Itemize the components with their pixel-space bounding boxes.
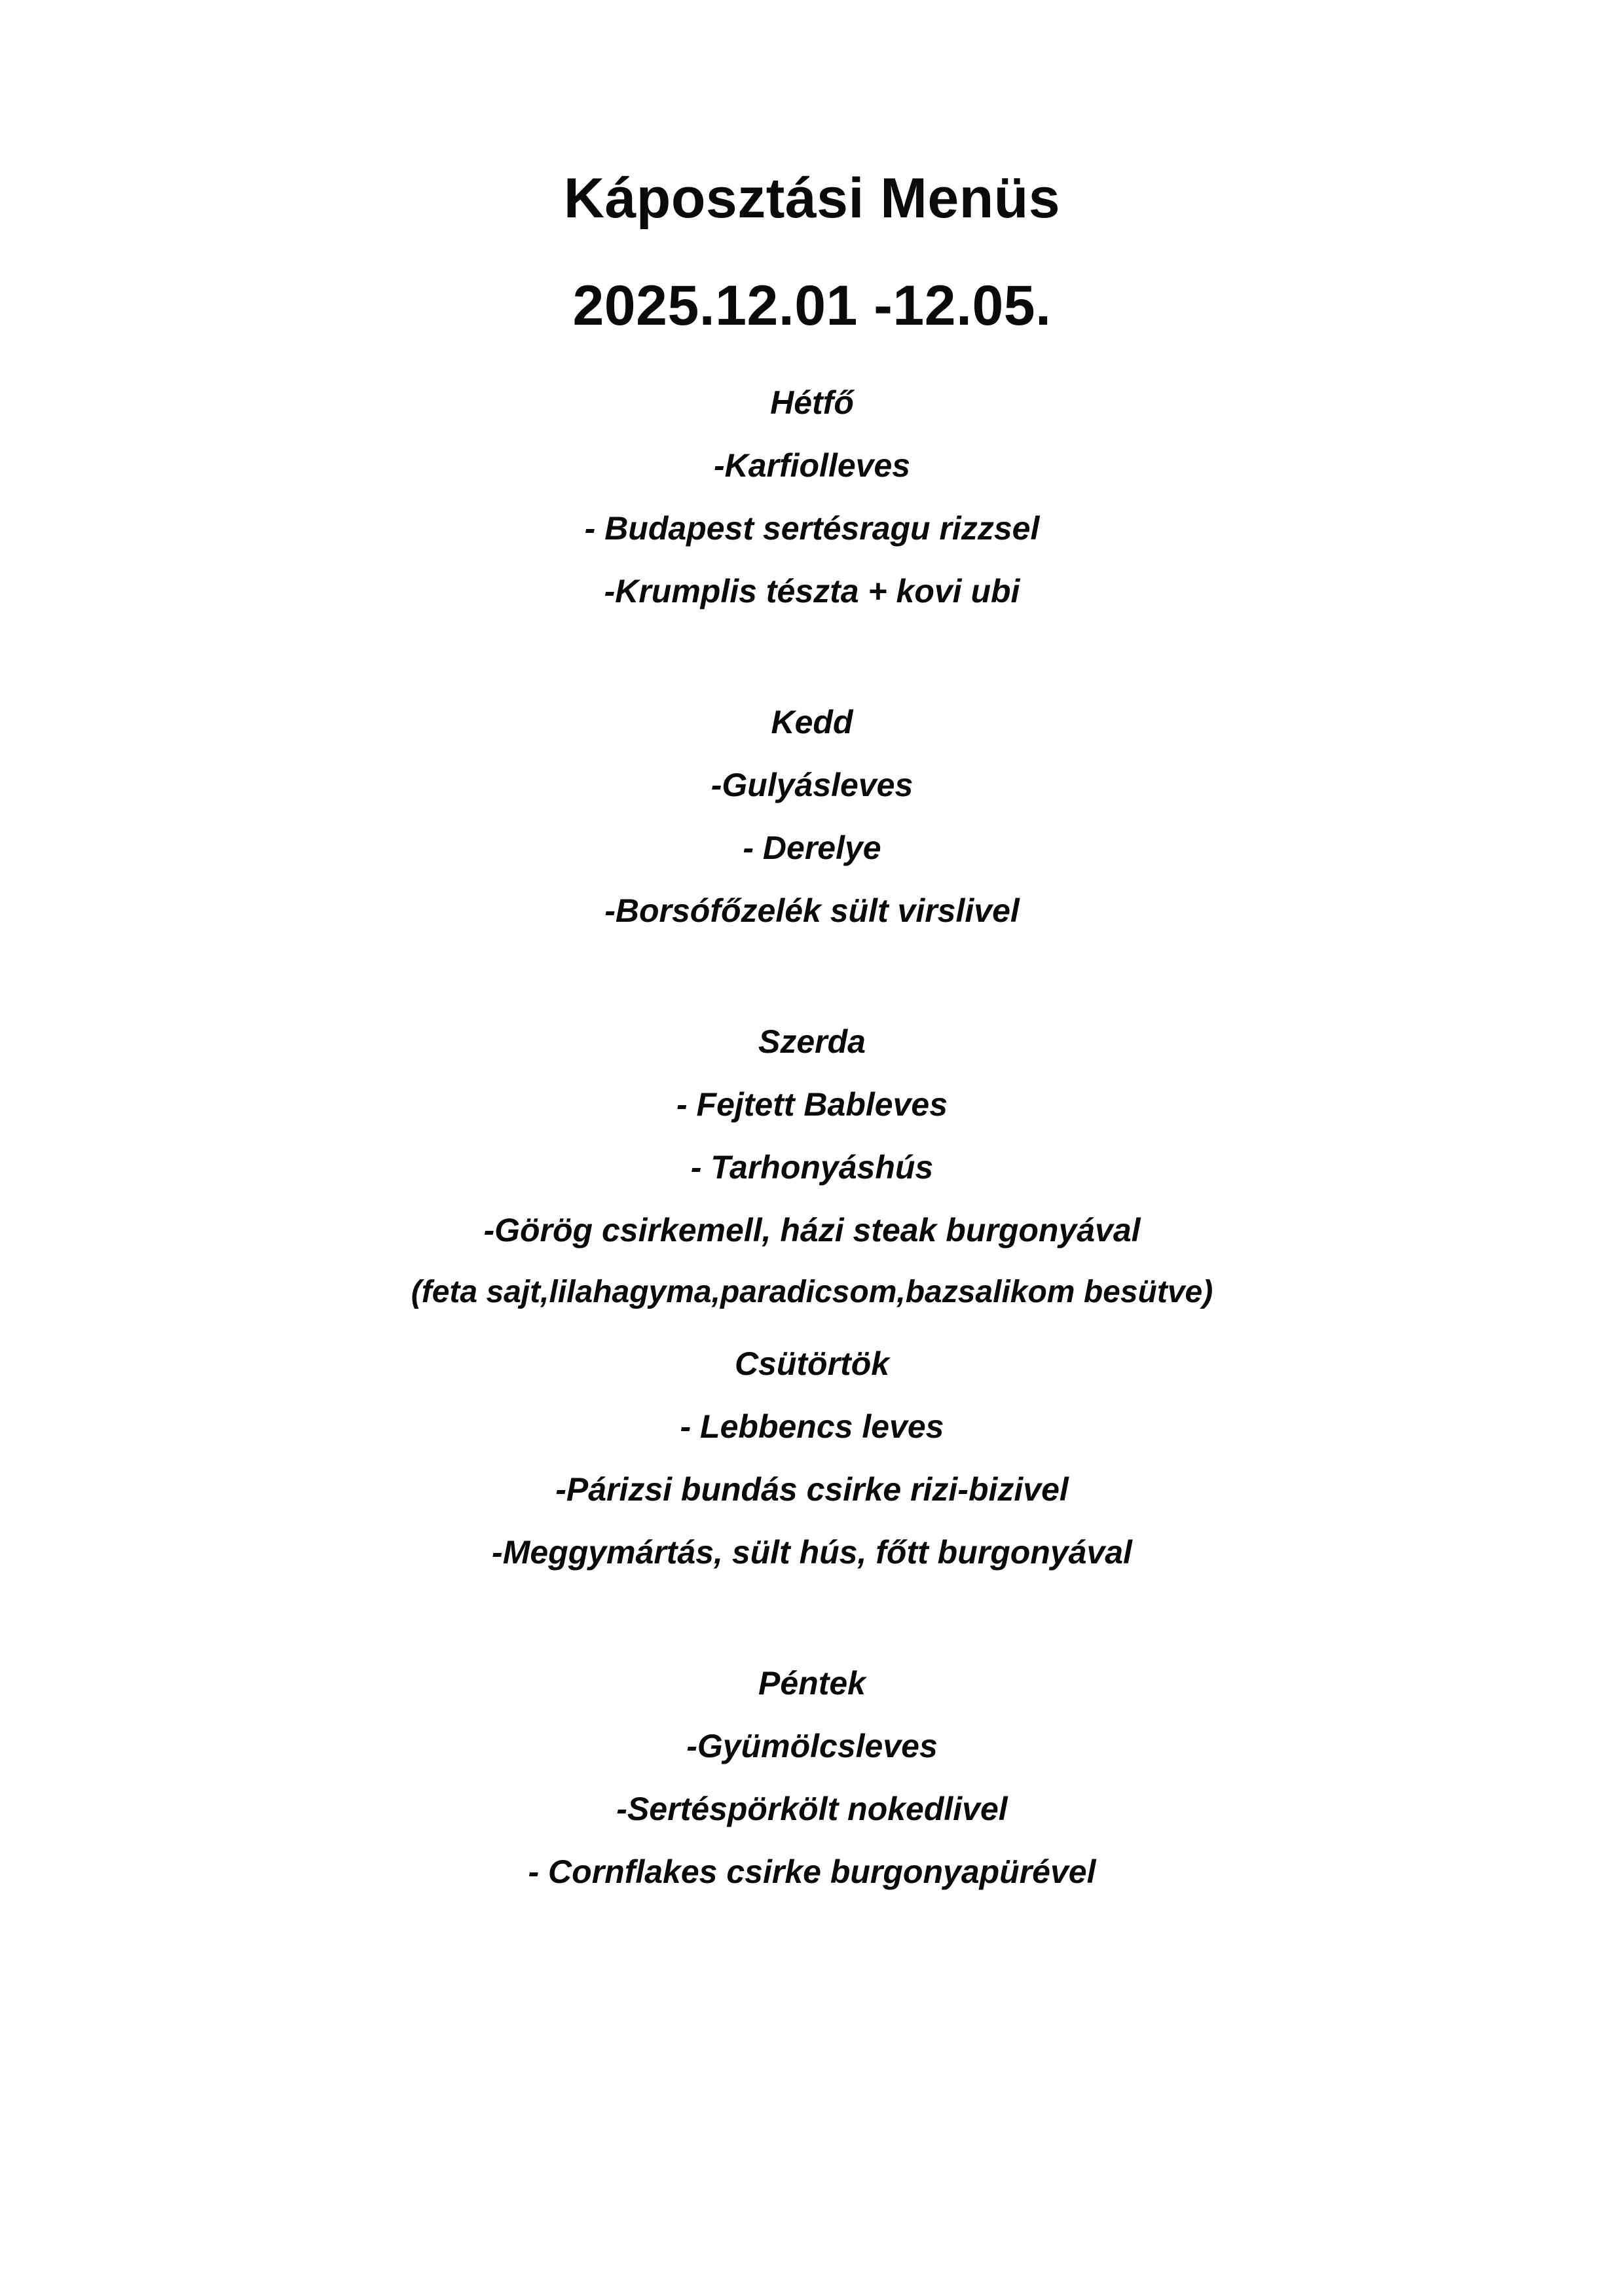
menu-item: -Karfiolleves xyxy=(713,447,911,484)
menu-item: -Gyümölcsleves xyxy=(686,1728,938,1764)
day-block-friday xyxy=(0,1667,1624,1918)
menu-item: -Sertéspörkölt nokedlivel xyxy=(616,1791,1008,1827)
day-block-wednesday xyxy=(0,1025,1624,1338)
day-block-monday xyxy=(0,386,1624,638)
menu-item: - Lebbencs leves xyxy=(680,1408,944,1445)
day-name: Kedd xyxy=(771,704,853,740)
title-block xyxy=(0,0,1624,337)
day-spacer xyxy=(0,638,1624,706)
menu-item: - Derelye xyxy=(743,829,881,866)
menu-item: - Cornflakes csirke burgonyapürével xyxy=(528,1853,1096,1890)
menu-item: -Gulyásleves xyxy=(710,767,913,803)
day-name: Péntek xyxy=(758,1665,866,1702)
menu-item: -Párizsi bundás csirke rizi-bizivel xyxy=(555,1471,1069,1508)
day-list xyxy=(0,334,1624,1918)
menu-item: -Görög csirkemell, házi steak burgonyával xyxy=(483,1212,1141,1248)
menu-item: -Krumplis tészta + kovi ubi xyxy=(604,573,1020,610)
day-name: Szerda xyxy=(758,1023,866,1060)
menu-item-note: (feta sajt,lilahagyma,paradicsom,bazsalikom besütve) xyxy=(411,1275,1213,1309)
day-name: Csütörtök xyxy=(734,1345,890,1382)
menu-item: - Budapest sertésragu rizzsel xyxy=(584,510,1040,547)
menu-item: -Borsófőzelék sült virslivel xyxy=(604,892,1020,929)
menu-item: -Meggymártás, sült hús, főtt burgonyával xyxy=(492,1534,1132,1571)
page-subtitle: 2025.12.01 -12.05. xyxy=(572,274,1052,337)
menu-item: - Fejtett Bableves xyxy=(676,1086,948,1123)
day-spacer xyxy=(0,1599,1624,1667)
day-block-thursday xyxy=(0,1347,1624,1599)
day-block-tuesday xyxy=(0,706,1624,957)
day-name: Hétfő xyxy=(770,384,854,421)
day-spacer xyxy=(0,957,1624,1025)
menu-item: - Tarhonyáshús xyxy=(690,1149,934,1186)
page-title: Káposztási Menüs xyxy=(563,167,1061,230)
